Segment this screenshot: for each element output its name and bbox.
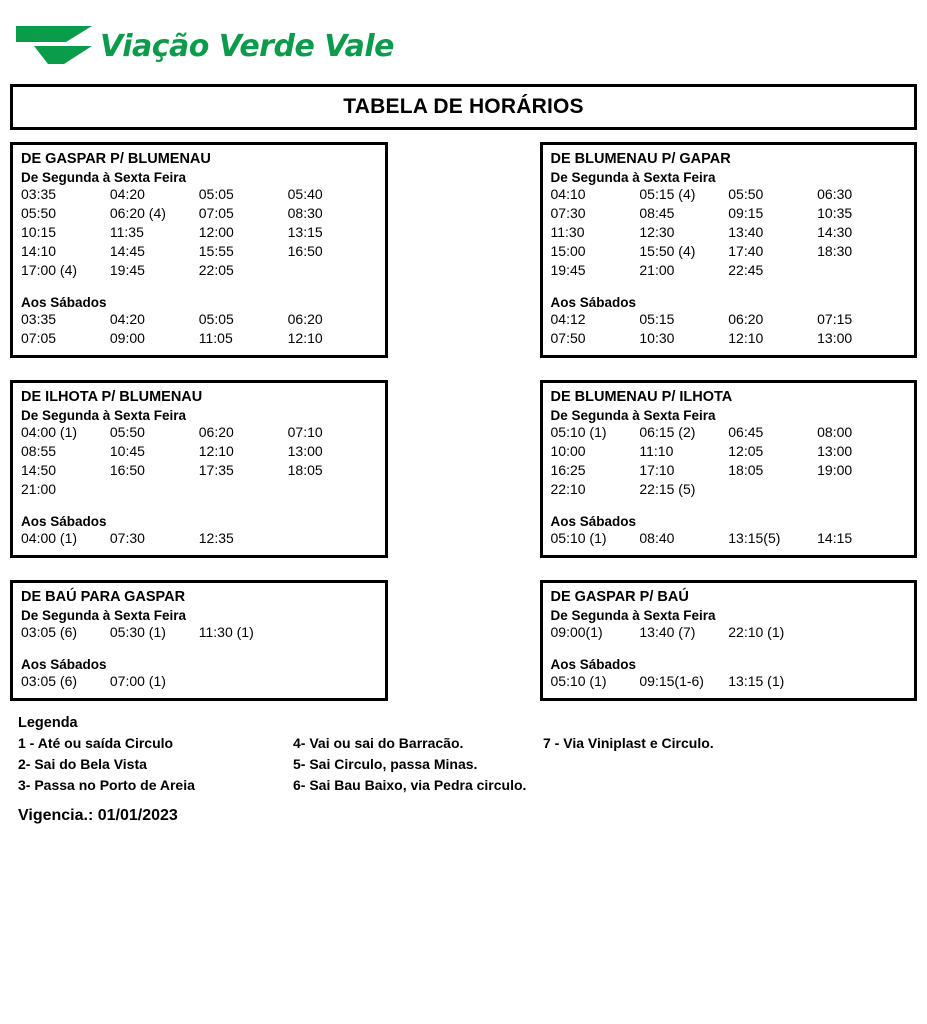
time-cell xyxy=(817,262,906,278)
schedule-box-bau-gaspar xyxy=(10,580,388,701)
saturday-times xyxy=(21,311,377,346)
time-cell: 11:10 xyxy=(639,443,674,459)
time-cell: 05:10 (1) xyxy=(550,530,607,546)
time-cell: 18:05 xyxy=(287,462,323,478)
spacer xyxy=(551,281,907,295)
time-cell: 05:50 xyxy=(728,186,764,202)
time-cell: 05:15 xyxy=(639,311,675,327)
time-cell: 04:12 xyxy=(550,311,586,327)
spacer xyxy=(10,358,388,380)
time-cell: 03:05 (6) xyxy=(21,624,78,640)
schedule-box-ilhota-blumenau xyxy=(10,380,388,558)
weekday-times xyxy=(551,424,907,497)
schedule-grid xyxy=(10,142,917,701)
time-cell: 11:35 xyxy=(109,224,144,240)
time-cell: 13:00 xyxy=(817,443,853,459)
legend-item: 6- Sai Bau Baixo, via Pedra circulo. xyxy=(293,777,527,793)
saturday-label: Aos Sábados xyxy=(21,514,107,529)
weekday-times xyxy=(21,424,377,497)
time-cell: 12:10 xyxy=(728,330,764,346)
schedule-cell xyxy=(10,580,388,701)
time-cell: 11:30 xyxy=(550,224,585,240)
time-cell: 05:50 xyxy=(109,424,145,440)
time-cell: 17:40 xyxy=(728,243,764,259)
time-cell: 07:15 xyxy=(817,311,853,327)
saturday-times xyxy=(551,673,907,689)
time-cell: 12:05 xyxy=(728,443,764,459)
time-cell: 15:55 xyxy=(198,243,234,259)
time-cell xyxy=(288,262,377,278)
page-title: TABELA DE HORÁRIOS xyxy=(343,95,584,118)
legend-item: 1 - Até ou saída Circulo xyxy=(18,735,174,751)
time-cell: 09:00(1) xyxy=(550,624,603,640)
time-cell: 14:30 xyxy=(817,224,853,240)
time-cell: 06:45 xyxy=(728,424,764,440)
weekday-times xyxy=(21,624,377,640)
spacer xyxy=(10,558,388,580)
time-cell xyxy=(288,481,377,497)
time-cell xyxy=(199,481,288,497)
time-cell: 07:50 xyxy=(550,330,586,346)
legend xyxy=(18,715,927,793)
time-cell xyxy=(728,481,817,497)
time-cell: 08:55 xyxy=(21,443,57,459)
saturday-times xyxy=(551,530,907,546)
saturday-times xyxy=(551,311,907,346)
time-cell: 13:15 (1) xyxy=(728,673,785,689)
time-cell: 10:35 xyxy=(817,205,853,221)
time-cell: 03:35 xyxy=(21,311,57,327)
time-cell: 07:30 xyxy=(109,530,145,546)
saturday-label: Aos Sábados xyxy=(550,657,637,672)
time-cell: 08:40 xyxy=(639,530,675,546)
time-cell: 10:30 xyxy=(639,330,675,346)
time-cell: 12:35 xyxy=(198,530,234,546)
time-cell: 04:20 xyxy=(109,311,145,327)
route-heading: DE BAÚ PARA GASPAR xyxy=(21,589,186,605)
time-cell: 22:45 xyxy=(728,262,764,278)
legend-item: 2- Sai do Bela Vista xyxy=(18,756,147,772)
time-cell: 06:20 xyxy=(198,424,234,440)
weekday-label: De Segunda à Sexta Feira xyxy=(550,408,716,423)
spacer xyxy=(540,558,918,580)
time-cell: 09:00 xyxy=(109,330,145,346)
legend-item xyxy=(543,756,927,772)
spacer xyxy=(21,500,377,514)
saturday-label: Aos Sábados xyxy=(550,514,637,529)
time-cell: 10:00 xyxy=(550,443,586,459)
time-cell: 13:00 xyxy=(817,330,853,346)
legend-item: 4- Vai ou sai do Barracão. xyxy=(293,735,464,751)
time-cell: 08:00 xyxy=(817,424,853,440)
time-cell: 07:30 xyxy=(550,205,586,221)
time-cell: 13:40 (7) xyxy=(639,624,696,640)
time-cell: 09:15 xyxy=(728,205,764,221)
company-name: Viação Verde Vale xyxy=(100,28,395,64)
time-cell: 19:00 xyxy=(817,462,853,478)
time-cell: 15:50 (4) xyxy=(639,243,696,259)
schedule-cell xyxy=(10,380,388,558)
time-cell: 13:15 xyxy=(287,224,323,240)
time-cell xyxy=(288,624,377,640)
schedule-box-blumenau-ilhota xyxy=(540,380,918,558)
weekday-label: De Segunda à Sexta Feira xyxy=(550,608,716,623)
time-cell: 17:10 xyxy=(639,462,675,478)
schedule-cell xyxy=(540,380,918,558)
time-cell: 14:15 xyxy=(817,530,853,546)
saturday-label: Aos Sábados xyxy=(21,295,107,310)
time-cell: 10:45 xyxy=(109,443,145,459)
time-cell xyxy=(110,481,199,497)
spacer xyxy=(551,643,907,657)
time-cell: 04:10 xyxy=(550,186,586,202)
time-cell: 07:05 xyxy=(198,205,234,221)
time-cell: 04:00 (1) xyxy=(21,424,78,440)
time-cell: 18:05 xyxy=(728,462,764,478)
time-cell: 11:05 xyxy=(198,330,233,346)
time-cell: 11:30 (1) xyxy=(198,624,254,640)
time-cell: 12:30 xyxy=(639,224,675,240)
time-cell: 05:10 (1) xyxy=(550,673,607,689)
time-cell: 05:50 xyxy=(21,205,57,221)
saturday-times xyxy=(21,530,377,546)
time-cell: 05:40 xyxy=(287,186,323,202)
time-cell: 08:45 xyxy=(639,205,675,221)
time-cell: 13:40 xyxy=(728,224,764,240)
legend-item: 5- Sai Circulo, passa Minas. xyxy=(293,756,478,772)
weekday-label: De Segunda à Sexta Feira xyxy=(21,608,187,623)
legend-item: 3- Passa no Porto de Areia xyxy=(18,777,195,793)
time-cell: 14:45 xyxy=(109,243,145,259)
weekday-times xyxy=(21,186,377,278)
time-cell: 14:50 xyxy=(21,462,57,478)
route-heading: DE GASPAR P/ BLUMENAU xyxy=(21,151,211,167)
time-cell xyxy=(288,530,377,546)
time-cell xyxy=(199,673,288,689)
legend-item xyxy=(543,777,927,793)
time-cell: 07:10 xyxy=(287,424,323,440)
time-cell xyxy=(288,673,377,689)
weekday-times xyxy=(551,624,907,640)
time-cell: 17:35 xyxy=(198,462,234,478)
time-cell: 15:00 xyxy=(550,243,586,259)
time-cell: 06:20 xyxy=(728,311,764,327)
weekday-times xyxy=(551,186,907,278)
schedule-box-blumenau-gaspar xyxy=(540,142,918,358)
saturday-label: Aos Sábados xyxy=(550,295,637,310)
time-cell: 21:00 xyxy=(21,481,57,497)
time-cell: 04:00 (1) xyxy=(21,530,78,546)
spacer xyxy=(21,643,377,657)
time-cell: 16:50 xyxy=(109,462,145,478)
schedule-box-gaspar-blumenau xyxy=(10,142,388,358)
time-cell: 07:05 xyxy=(21,330,57,346)
route-heading: DE ILHOTA P/ BLUMENAU xyxy=(21,389,203,405)
saturday-label: Aos Sábados xyxy=(21,657,107,672)
time-cell xyxy=(817,624,906,640)
schedule-cell xyxy=(10,142,388,358)
validity-date: Vigencia.: 01/01/2023 xyxy=(18,807,178,824)
time-cell: 22:15 (5) xyxy=(639,481,696,497)
route-heading: DE BLUMENAU P/ ILHOTA xyxy=(550,389,733,405)
legend-items xyxy=(18,735,927,793)
time-cell: 09:15(1-6) xyxy=(639,673,704,689)
time-cell: 12:10 xyxy=(198,443,234,459)
time-cell: 05:30 (1) xyxy=(109,624,166,640)
time-cell: 08:30 xyxy=(287,205,323,221)
time-cell: 04:20 xyxy=(109,186,145,202)
route-heading: DE BLUMENAU P/ GAPAR xyxy=(550,151,731,167)
time-cell: 22:10 (1) xyxy=(728,624,785,640)
schedule-box-gaspar-bau xyxy=(540,580,918,701)
schedule-cell xyxy=(540,580,918,701)
time-cell xyxy=(817,481,906,497)
time-cell: 22:10 xyxy=(550,481,586,497)
time-cell: 13:15(5) xyxy=(728,530,781,546)
legend-item: 7 - Via Viniplast e Circulo. xyxy=(543,735,714,751)
time-cell: 22:05 xyxy=(198,262,234,278)
time-cell: 12:10 xyxy=(287,330,323,346)
time-cell: 12:00 xyxy=(198,224,234,240)
time-cell: 06:20 (4) xyxy=(109,205,166,221)
spacer xyxy=(21,281,377,295)
time-cell: 06:30 xyxy=(817,186,853,202)
time-cell: 10:15 xyxy=(21,224,57,240)
time-cell: 03:35 xyxy=(21,186,57,202)
time-cell: 17:00 (4) xyxy=(21,262,78,278)
spacer xyxy=(551,500,907,514)
weekday-label: De Segunda à Sexta Feira xyxy=(21,408,187,423)
time-cell: 03:05 (6) xyxy=(21,673,78,689)
document-title-box xyxy=(10,84,917,130)
time-cell: 13:00 xyxy=(287,443,323,459)
time-cell: 06:20 xyxy=(287,311,323,327)
time-cell: 18:30 xyxy=(817,243,853,259)
saturday-times xyxy=(21,673,377,689)
time-cell: 16:25 xyxy=(550,462,586,478)
time-cell: 19:45 xyxy=(109,262,145,278)
time-cell: 05:05 xyxy=(198,186,234,202)
time-cell: 07:00 (1) xyxy=(109,673,166,689)
time-cell: 14:10 xyxy=(21,243,57,259)
schedule-cell xyxy=(540,142,918,358)
spacer xyxy=(540,358,918,380)
weekday-label: De Segunda à Sexta Feira xyxy=(21,170,187,185)
time-cell xyxy=(817,673,906,689)
time-cell: 21:00 xyxy=(639,262,675,278)
legend-title: Legenda xyxy=(18,715,78,731)
time-cell: 05:10 (1) xyxy=(550,424,607,440)
route-heading: DE GASPAR P/ BAÚ xyxy=(550,589,689,605)
time-cell: 19:45 xyxy=(550,262,586,278)
brand-header xyxy=(0,0,927,80)
time-cell: 06:15 (2) xyxy=(639,424,696,440)
weekday-label: De Segunda à Sexta Feira xyxy=(550,170,716,185)
company-logo-icon xyxy=(14,22,96,70)
time-cell: 05:05 xyxy=(198,311,234,327)
time-cell: 05:15 (4) xyxy=(639,186,696,202)
time-cell: 16:50 xyxy=(287,243,323,259)
